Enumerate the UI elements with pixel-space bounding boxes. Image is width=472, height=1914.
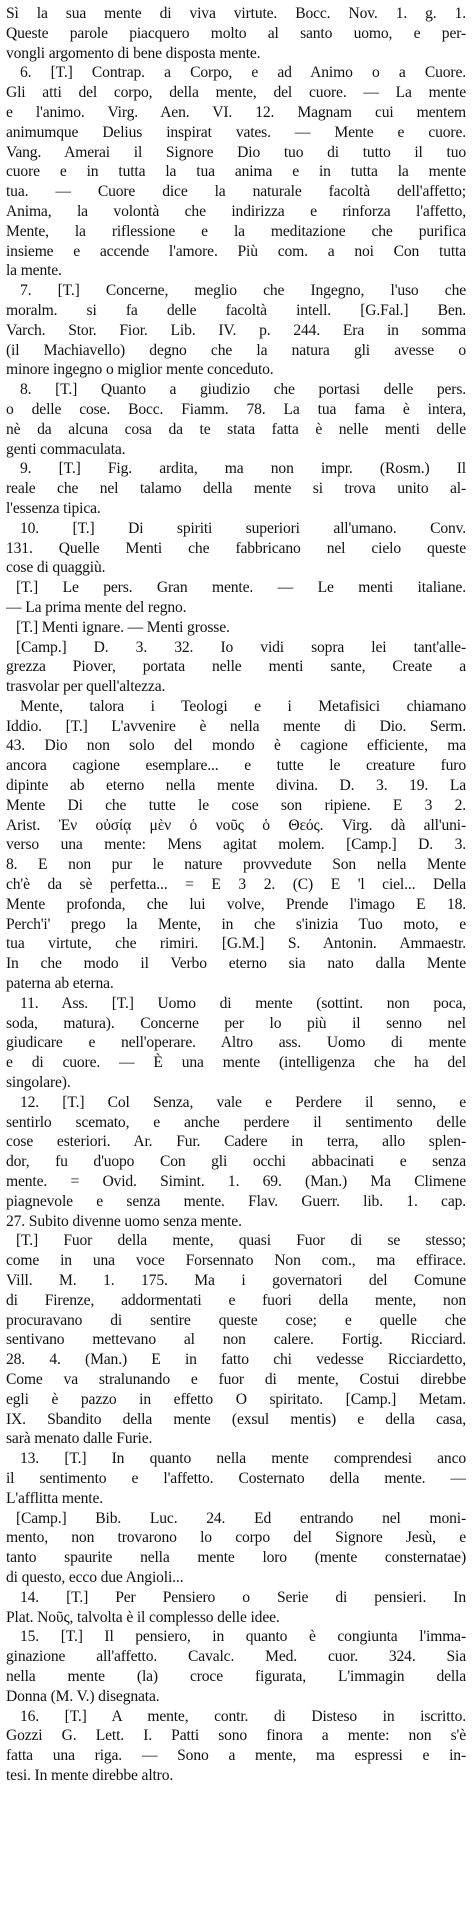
text-line: IX. Sbandito della mente (exsul mentis) e della casa, — [6, 1410, 466, 1428]
text-line: 10. [T.] Di spiriti superiori all'umano. Conv. — [20, 519, 466, 537]
text-line: procuravano di sentire queste cose; e quelle che — [6, 1311, 466, 1329]
text-line: 131. Quelle Menti che fabbricano nel cielo queste — [6, 539, 466, 557]
text-line: 43. Dio non solo del mondo è cagione efficiente, ma — [6, 737, 466, 755]
text-line: Perch'i' prego la Mente, in che s'inizia Tuo moto, e — [6, 915, 466, 933]
text-line: [T.] Fuor della mente, quasi Fuor di se stesso; — [16, 1232, 466, 1250]
text-line: dor, fu d'uopo Con gli occhi abbacinati e senza — [6, 1153, 466, 1171]
text-line: trasvolar per quell'altezza. — [6, 678, 166, 696]
text-line: verso una mente: Mens agitat molem. [Camp.] D. 3. — [6, 836, 466, 854]
text-line: e l'animo. Virg. Aen. VI. 12. Magnam cui mentem — [6, 103, 466, 121]
text-line: moralm. si fa delle facoltà intell. [G.Fal.] Ben. — [6, 301, 466, 319]
text-line: ancora cagione esemplare... e tutte le creature furo — [6, 757, 466, 775]
text-line: tanto spaurite nella mente loro (mente consternatae) — [6, 1549, 466, 1567]
text-line: ch'è da sè perfetta... = E 3 2. (C) E 'l ciel... Della — [6, 876, 466, 894]
text-line: Mente Di che tutte le cose son ripiene. E 3 2. — [6, 796, 466, 814]
text-line: 12. [T.] Col Senza, vale e Perdere il senno, e — [20, 1093, 466, 1111]
text-line: insieme e accende l'amore. Più com. a noi Con tutta — [6, 242, 466, 260]
text-line: In che modo il Verbo eterno sia nato dalla Mente — [6, 955, 466, 973]
text-line: l'essenza tipica. — [6, 499, 101, 517]
text-line: Donna (M. V.) disegnata. — [6, 1687, 160, 1705]
text-line: vongli argomento di bene disposta mente. — [6, 44, 261, 62]
text-line: minore ingegno o miglior mente conceduto. — [6, 361, 274, 379]
text-line: reale che nel talamo della mente si trova unito al- — [6, 480, 466, 498]
text-line: o delle cose. Bocc. Fiamm. 78. La tua fama è intera, — [6, 400, 466, 418]
text-line: come in una voce Forsennato Non com., ma effirace. — [6, 1252, 466, 1270]
text-line: Gozzi G. Lett. I. Patti sono finora a mente: non s'è — [6, 1727, 466, 1745]
text-line: egli è pazzo in effetto O spiritato. [Camp.] Metam. — [6, 1390, 466, 1408]
text-line: sentivano mettevano al non calere. Fortig. Ricciard. — [6, 1331, 466, 1349]
text-line: mento, non trovarono lo corpo del Signore Jesù, e — [6, 1529, 466, 1547]
text-line: [Camp.] Bib. Luc. 24. Ed entrando nel moni- — [16, 1509, 466, 1527]
text-line: 15. [T.] Il pensiero, in quanto è congiunta l'imma- — [20, 1628, 466, 1646]
text-line: L'afflitta mente. — [6, 1489, 103, 1507]
text-line: Mente, la riflessione e la meditazione che purifica — [6, 222, 466, 240]
text-line: Gli atti del corpo, della mente, del cuore. — La mente — [6, 84, 466, 102]
text-line: 13. [T.] In quanto nella mente comprendesi anco — [20, 1450, 466, 1468]
text-line: nella mente (la) croce figurata, L'immagin della — [6, 1667, 466, 1685]
text-line: mente. = Ovid. Simint. 1. 69. (Man.) Ma Climene — [6, 1173, 466, 1191]
text-line: animumque Delius inspirat vates. — Mente e cuore. — [6, 123, 466, 141]
text-line: di questo, ecco due Angioli... — [6, 1568, 184, 1586]
text-line: (il Machiavello) degno che la natura gli avesse o — [6, 341, 466, 359]
text-line: [T.] Menti ignare. — Menti grosse. — [16, 618, 230, 636]
text-line: tua virtute, che rimiri. [G.M.] S. Antonin. Ammaestr. — [6, 935, 466, 953]
text-line: 11. Ass. [T.] Uomo di mente (sottint. non poca, — [20, 994, 466, 1012]
text-line: soda, matura). Concerne per lo più il senno nel — [6, 1014, 466, 1032]
text-line: e di cuore. — È una mente (intelligenza che ha del — [6, 1054, 466, 1072]
text-line: piagnevole e senza mente. Flav. Guerr. lib. 1. cap. — [6, 1192, 466, 1210]
text-line: Vang. Amerai il Signore Dio tuo di tutto il tuo — [6, 143, 466, 161]
text-line: 8. [T.] Quanto a giudizio che portasi delle pers. — [20, 381, 466, 399]
text-line: la mente. — [6, 262, 62, 280]
text-line: Iddio. [T.] L'avvenire è nella mente di Dio. Serm. — [6, 717, 466, 735]
text-line: Varch. Stor. Fior. Lib. IV. p. 244. Era in somma — [6, 321, 466, 339]
text-line: ginazione all'affetto. Cavalc. Med. cuor. 324. Sia — [6, 1648, 466, 1666]
text-line: tesi. In mente direbbe altro. — [6, 1766, 174, 1784]
text-line: Arist. Ἐν οὐσίᾳ μὲν ὁ νοῦς ὁ Θεός. Virg. dà all'uni- — [6, 816, 466, 834]
text-line: tua. — Cuore dice la naturale facoltà dell'affetto; — [6, 183, 466, 201]
text-line: Mente profonda, che lui volve, Prende l'imago E 18. — [6, 895, 466, 913]
text-line: [T.] Le pers. Gran mente. — Le menti italiane. — [16, 579, 466, 597]
text-line: Mente, talora i Teologi e i Metafisici chiamano — [20, 697, 466, 715]
text-line: Anima, la volontà che indirizza e rinforza l'affetto, — [6, 202, 466, 220]
text-line: nè da alcuna cosa da te stata fatta è nelle menti delle — [6, 420, 466, 438]
text-line: 7. [T.] Concerne, meglio che Ingegno, l'uso che — [20, 282, 466, 300]
text-line: Sì la sua mente di viva virtute. Bocc. Nov. 1. g. 1. — [6, 5, 466, 22]
text-line: 6. [T.] Contrap. a Corpo, e ad Animo o a Cuore. — [20, 64, 466, 82]
text-line: sentirlo scemato, e anche perdere il sentimento delle — [6, 1113, 466, 1131]
text-line: Plat. Νοῦς, talvolta è il complesso delle idee. — [6, 1608, 280, 1626]
text-line: Come va stralunando e fuor di mente, Costui direbbe — [6, 1370, 466, 1388]
text-line: Queste parole piacquero molto al santo uomo, e per- — [6, 24, 466, 42]
text-line: 14. [T.] Per Pensiero o Serie di pensieri. In — [20, 1588, 466, 1606]
text-line: 27. Subito divenne uomo senza mente. — [6, 1212, 242, 1230]
text-line: di Firenze, addormentati e fuori della mente, non — [6, 1291, 466, 1309]
text-line: 9. [T.] Fig. ardita, ma non impr. (Rosm.) Il — [20, 460, 466, 478]
text-line: singolare). — [6, 1074, 71, 1092]
text-line: cose di quaggiù. — [6, 559, 106, 577]
text-line: giudicare e nell'operare. Altro ass. Uomo di mente — [6, 1034, 466, 1052]
text-line: [Camp.] D. 3. 32. Io vidi sopra lei tant'alle- — [16, 638, 466, 656]
text-line: 16. [T.] A mente, contr. di Disteso in iscritto. — [20, 1707, 466, 1725]
text-line: — La prima mente del regno. — [6, 598, 187, 616]
text-line: fatta una riga. — Sono a mente, ma espressi e in- — [6, 1747, 466, 1765]
text-line: cuore e in tutta la tua anima e in tutta la mente — [6, 163, 466, 181]
text-line: paterna ab eterna. — [6, 975, 114, 993]
text-line: genti commaculata. — [6, 440, 126, 458]
text-line: sarà menato dalle Furie. — [6, 1430, 153, 1448]
text-line: 28. 4. (Man.) E in fatto chi vedesse Ricciardetto, — [6, 1351, 466, 1369]
text-line: Vill. M. 1. 175. Ma i governatori del Comune — [6, 1272, 466, 1289]
text-line: il sentimento e l'affetto. Costernato della mente. — — [6, 1469, 466, 1487]
text-line: dipinte ab eterno nella mente divina. D. 3. 19. La — [6, 777, 466, 795]
text-line: 8. E non pur le nature provvedute Son nella Mente — [6, 856, 466, 874]
text-line: cose esteriori. Ar. Fur. Cadere in terra, allo splen- — [6, 1133, 466, 1151]
text-line: grezza Piover, portata nelle menti sante, Create a — [6, 658, 466, 676]
